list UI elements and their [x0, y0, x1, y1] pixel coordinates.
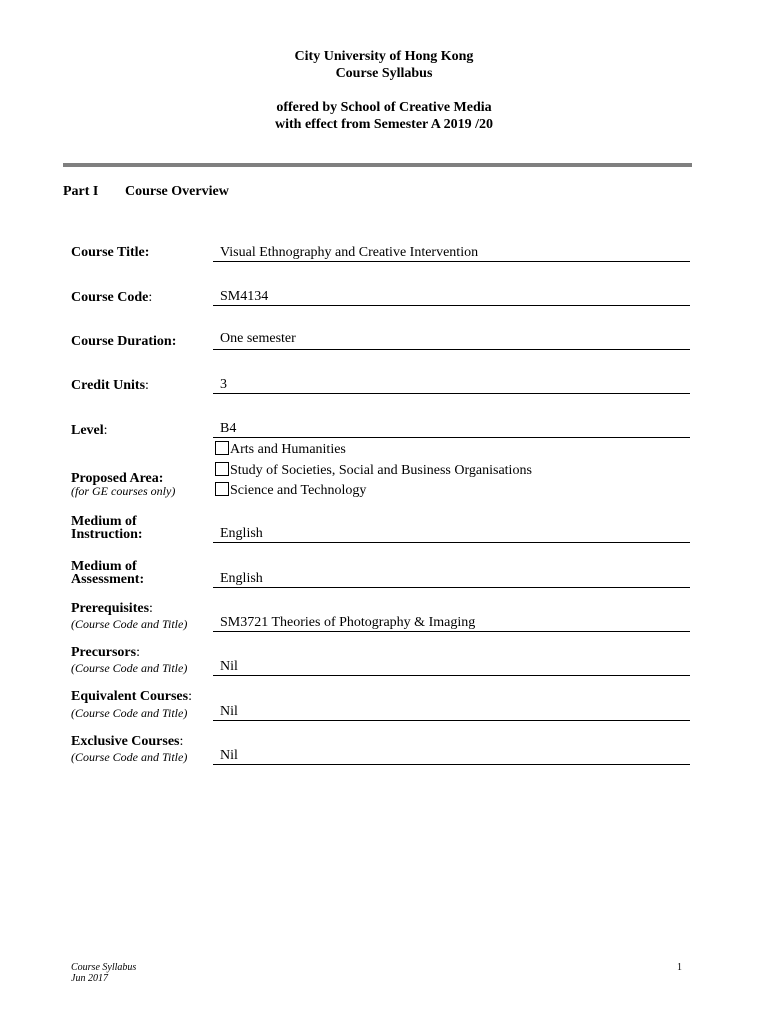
footer-text: Course Syllabus Jun 2017 — [71, 962, 137, 984]
precursors-field — [213, 659, 690, 676]
course-duration-field — [213, 333, 690, 350]
precursors-note: (Course Code and Title) — [71, 661, 188, 675]
course-duration-label: Course Duration: — [71, 334, 177, 349]
level-field — [213, 421, 690, 438]
exclusive-courses-note: (Course Code and Title) — [71, 750, 188, 764]
course-title-value: Visual Ethnography and Creative Intervention — [220, 245, 479, 260]
equivalent-courses-value: Nil — [220, 704, 238, 719]
exclusive-courses-field — [213, 748, 690, 765]
medium-assessment-label-line2: Assessment: — [71, 572, 145, 587]
proposed-area-note: (for GE courses only) — [71, 484, 176, 498]
medium-assessment-field — [213, 571, 690, 588]
equivalent-courses-label: Equivalent Courses: — [71, 689, 192, 704]
checkbox-icon[interactable] — [215, 441, 229, 455]
exclusive-courses-label: Exclusive Courses: — [71, 734, 184, 749]
header-divider — [63, 163, 692, 167]
prerequisites-note: (Course Code and Title) — [71, 617, 188, 631]
medium-instruction-value: English — [220, 526, 263, 541]
document-type: Course Syllabus — [335, 66, 433, 81]
course-duration-value: One semester — [220, 331, 296, 346]
course-title-field — [213, 245, 690, 262]
course-code-field — [213, 289, 690, 306]
equivalent-courses-field — [213, 704, 690, 721]
level-value: B4 — [220, 421, 237, 436]
medium-assessment-label-line1: Medium of — [71, 559, 137, 574]
medium-instruction-label-line2: Instruction: — [71, 527, 143, 542]
credit-units-label: Credit Units: — [71, 378, 149, 393]
medium-instruction-label-line1: Medium of — [71, 514, 137, 529]
precursors-value: Nil — [220, 659, 238, 674]
option-arts-humanities[interactable]: Arts and Humanities — [215, 441, 346, 458]
course-code-value: SM4134 — [220, 289, 269, 304]
option-science-technology[interactable]: Science and Technology — [215, 482, 366, 499]
medium-instruction-field — [213, 526, 690, 543]
part-title: Course Overview — [125, 184, 229, 199]
page-number: 1 — [677, 962, 682, 973]
option-societies-organisations[interactable]: Study of Societies, Social and Business Organisations — [215, 462, 532, 479]
level-label: Level: — [71, 423, 108, 438]
course-code-label: Course Code: — [71, 290, 153, 305]
medium-assessment-value: English — [220, 571, 263, 586]
part-number: Part I — [63, 184, 99, 199]
course-title-label: Course Title: — [71, 245, 150, 260]
precursors-label: Precursors: — [71, 645, 140, 660]
exclusive-courses-value: Nil — [220, 748, 238, 763]
equivalent-courses-note: (Course Code and Title) — [71, 706, 188, 720]
prerequisites-label: Prerequisites: — [71, 601, 153, 616]
prerequisites-value: SM3721 Theories of Photography & Imaging — [220, 615, 476, 630]
prerequisites-field — [213, 615, 690, 632]
effective-semester: with effect from Semester A 2019 /20 — [275, 117, 493, 132]
credit-units-field — [213, 377, 690, 394]
proposed-area-label: Proposed Area: — [71, 471, 164, 486]
university-name: City University of Hong Kong — [294, 49, 474, 64]
checkbox-icon[interactable] — [215, 482, 229, 496]
offering-school: offered by School of Creative Media — [276, 100, 492, 115]
credit-units-value: 3 — [220, 377, 227, 392]
checkbox-icon[interactable] — [215, 462, 229, 476]
